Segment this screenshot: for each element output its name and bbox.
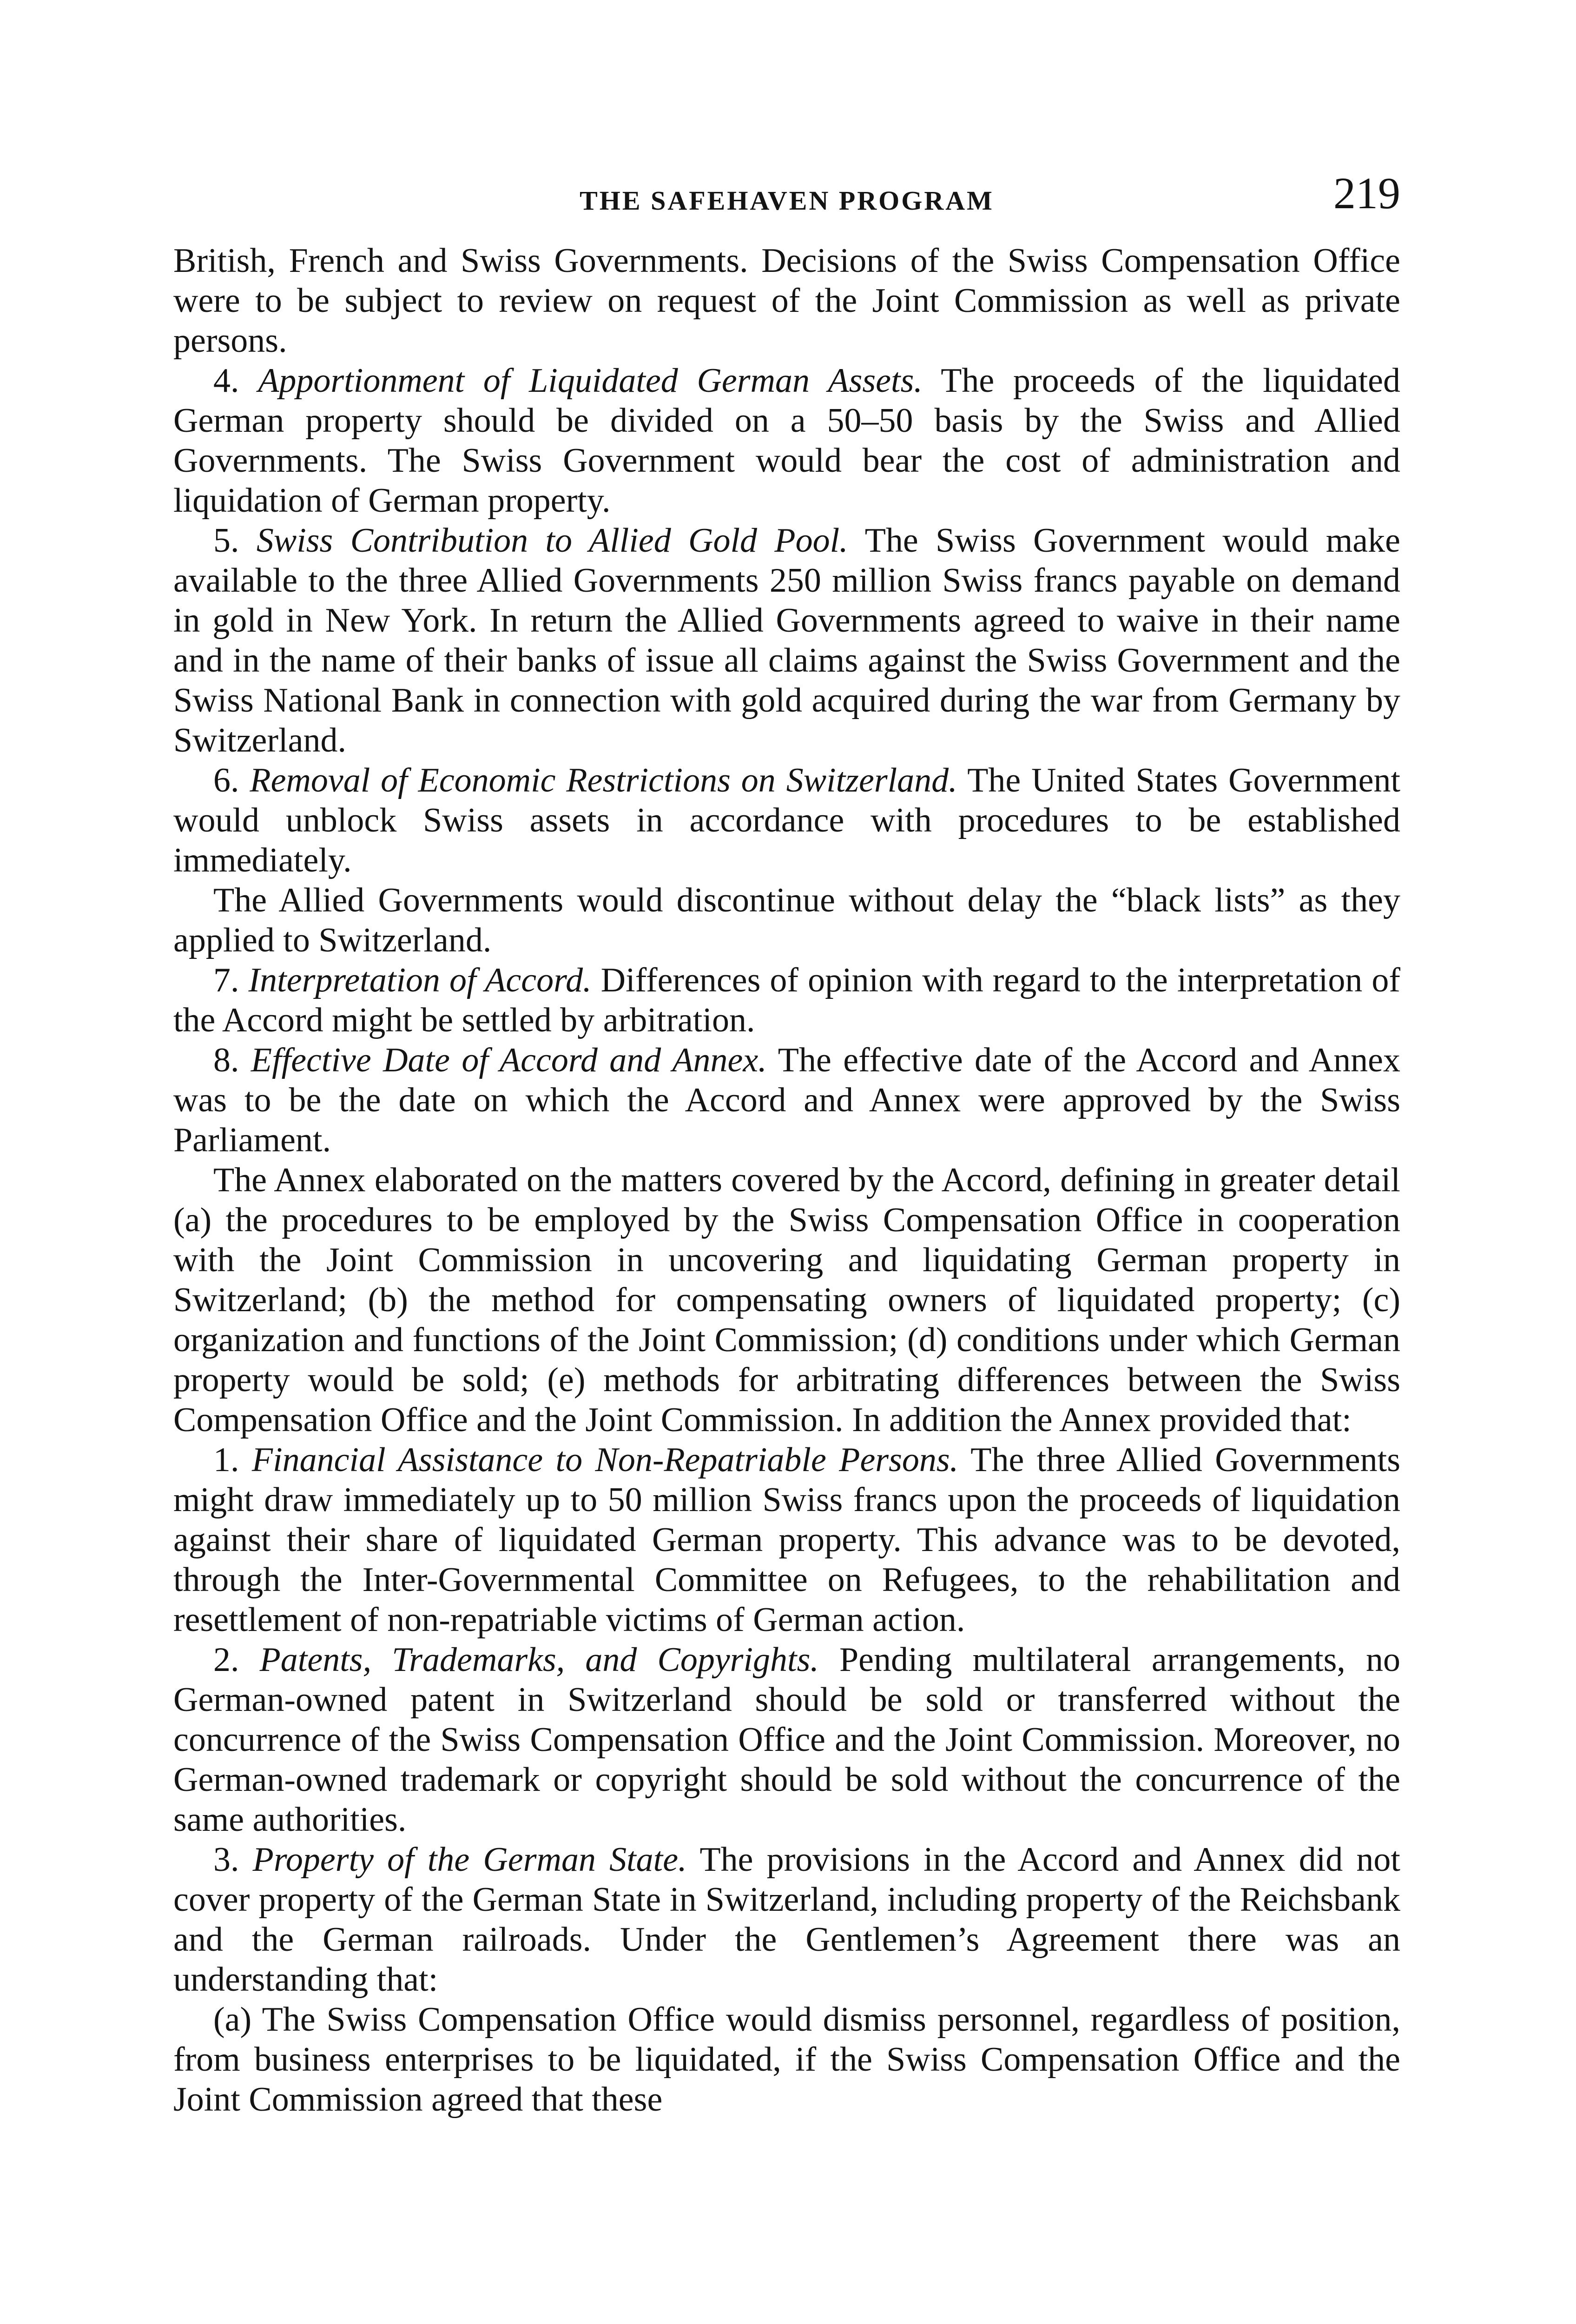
document-page <box>173 168 1401 2119</box>
paragraph: (a) The Swiss Compensation Office would dismiss personnel, regardless of position, from business enterprises to be liquidated, if the Swiss Compensation Office and the Joint Commission agreed that these <box>173 2000 1400 2119</box>
paragraph: British, French and Swiss Governments. Decisions of the Swiss Compensation Office were to be subject to review on request of the Joint Commission as well as private persons. <box>173 242 1400 360</box>
paragraph: 7. Interpretation of Accord. Differences of opinion with regard to the interpretation of the Accord might be settled by arbitration. <box>173 961 1401 1039</box>
section-heading: Financial Assistance to Non-Repatriable Persons. <box>251 1441 959 1479</box>
paragraph: The Allied Governments would discontinue without delay the “black lists” as they applied to Switzerland. <box>173 881 1400 959</box>
page-number: 219 <box>1333 168 1400 218</box>
section-heading: Effective Date of Accord and Annex. <box>251 1041 767 1079</box>
paragraph: 2. Patents, Trademarks, and Copyrights. Pending multilateral arrangements, no German-owned patent in Switzerland should be sold or transferred without the concurrence of the Swiss Compensation Office and the Joint Commission. Moreover, no German-owned trademark or copyright should be sold without the concurrence of the same authorities. <box>173 1641 1401 1839</box>
section-heading: Patents, Trademarks, and Copyrights. <box>259 1641 819 1679</box>
section-heading: Removal of Economic Restrictions on Switzerland. <box>250 761 957 799</box>
paragraph: The Annex elaborated on the matters covered by the Accord, defining in greater detail (a) the procedures to be employed by the Swiss Compensation Office in cooperation with the Joint Commission in uncovering and liquidating German property in Switzerland; (b) the method for compensating owners of liquidated property; (c) organization and functions of the Joint Commission; (d) conditions under which German property would be sold; (e) methods for arbitrating differences between the Swiss Compensation Office and the Joint Commission. In addition the Annex provided that: <box>173 1161 1400 1439</box>
running-title: THE SAFEHAVEN PROGRAM <box>580 185 994 216</box>
section-heading: Interpretation of Accord. <box>248 961 592 999</box>
section-heading: Property of the German State. <box>252 1841 687 1879</box>
paragraph: 8. Effective Date of Accord and Annex. The effective date of the Accord and Annex was to be the date on which the Accord and Annex were approved by the Swiss Parliament. <box>173 1041 1401 1159</box>
page-header <box>173 168 1400 227</box>
paragraph: 6. Removal of Economic Restrictions on Switzerland. The United States Government would unblock Swiss assets in accordance with procedures to be established immediately. <box>173 761 1401 879</box>
body-text <box>173 241 1400 2119</box>
section-heading: Apportionment of Liquidated German Assets. <box>258 362 923 400</box>
paragraph: 4. Apportionment of Liquidated German Assets. The proceeds of the liquidated German property should be divided on a 50–50 basis by the Swiss and Allied Governments. The Swiss Government would bear the cost of administration and liquidation of German property. <box>173 362 1401 520</box>
paragraph: 5. Swiss Contribution to Allied Gold Pool. The Swiss Government would make available to the three Allied Governments 250 million Swiss francs payable on demand in gold in New York. In return the Allied Governments agreed to waive in their name and in the name of their banks of issue all claims against the Swiss Government and the Swiss National Bank in connection with gold acquired during the war from Germany by Switzerland. <box>173 522 1400 759</box>
section-heading: Swiss Contribution to Allied Gold Pool. <box>256 522 848 560</box>
paragraph: 3. Property of the German State. The provisions in the Accord and Annex did not cover property of the German State in Switzerland, including property of the Reichsbank and the German railroads. Under the Gentlemen’s Agreement there was an understanding that: <box>173 1841 1400 1999</box>
paragraph: 1. Financial Assistance to Non-Repatriable Persons. The three Allied Governments might draw immediately up to 50 million Swiss francs upon the proceeds of liquidation against their share of liquidated German property. This advance was to be devoted, through the Inter-Governmental Committee on Refugees, to the rehabilitation and resettlement of non-repatriable victims of German action. <box>173 1441 1400 1639</box>
